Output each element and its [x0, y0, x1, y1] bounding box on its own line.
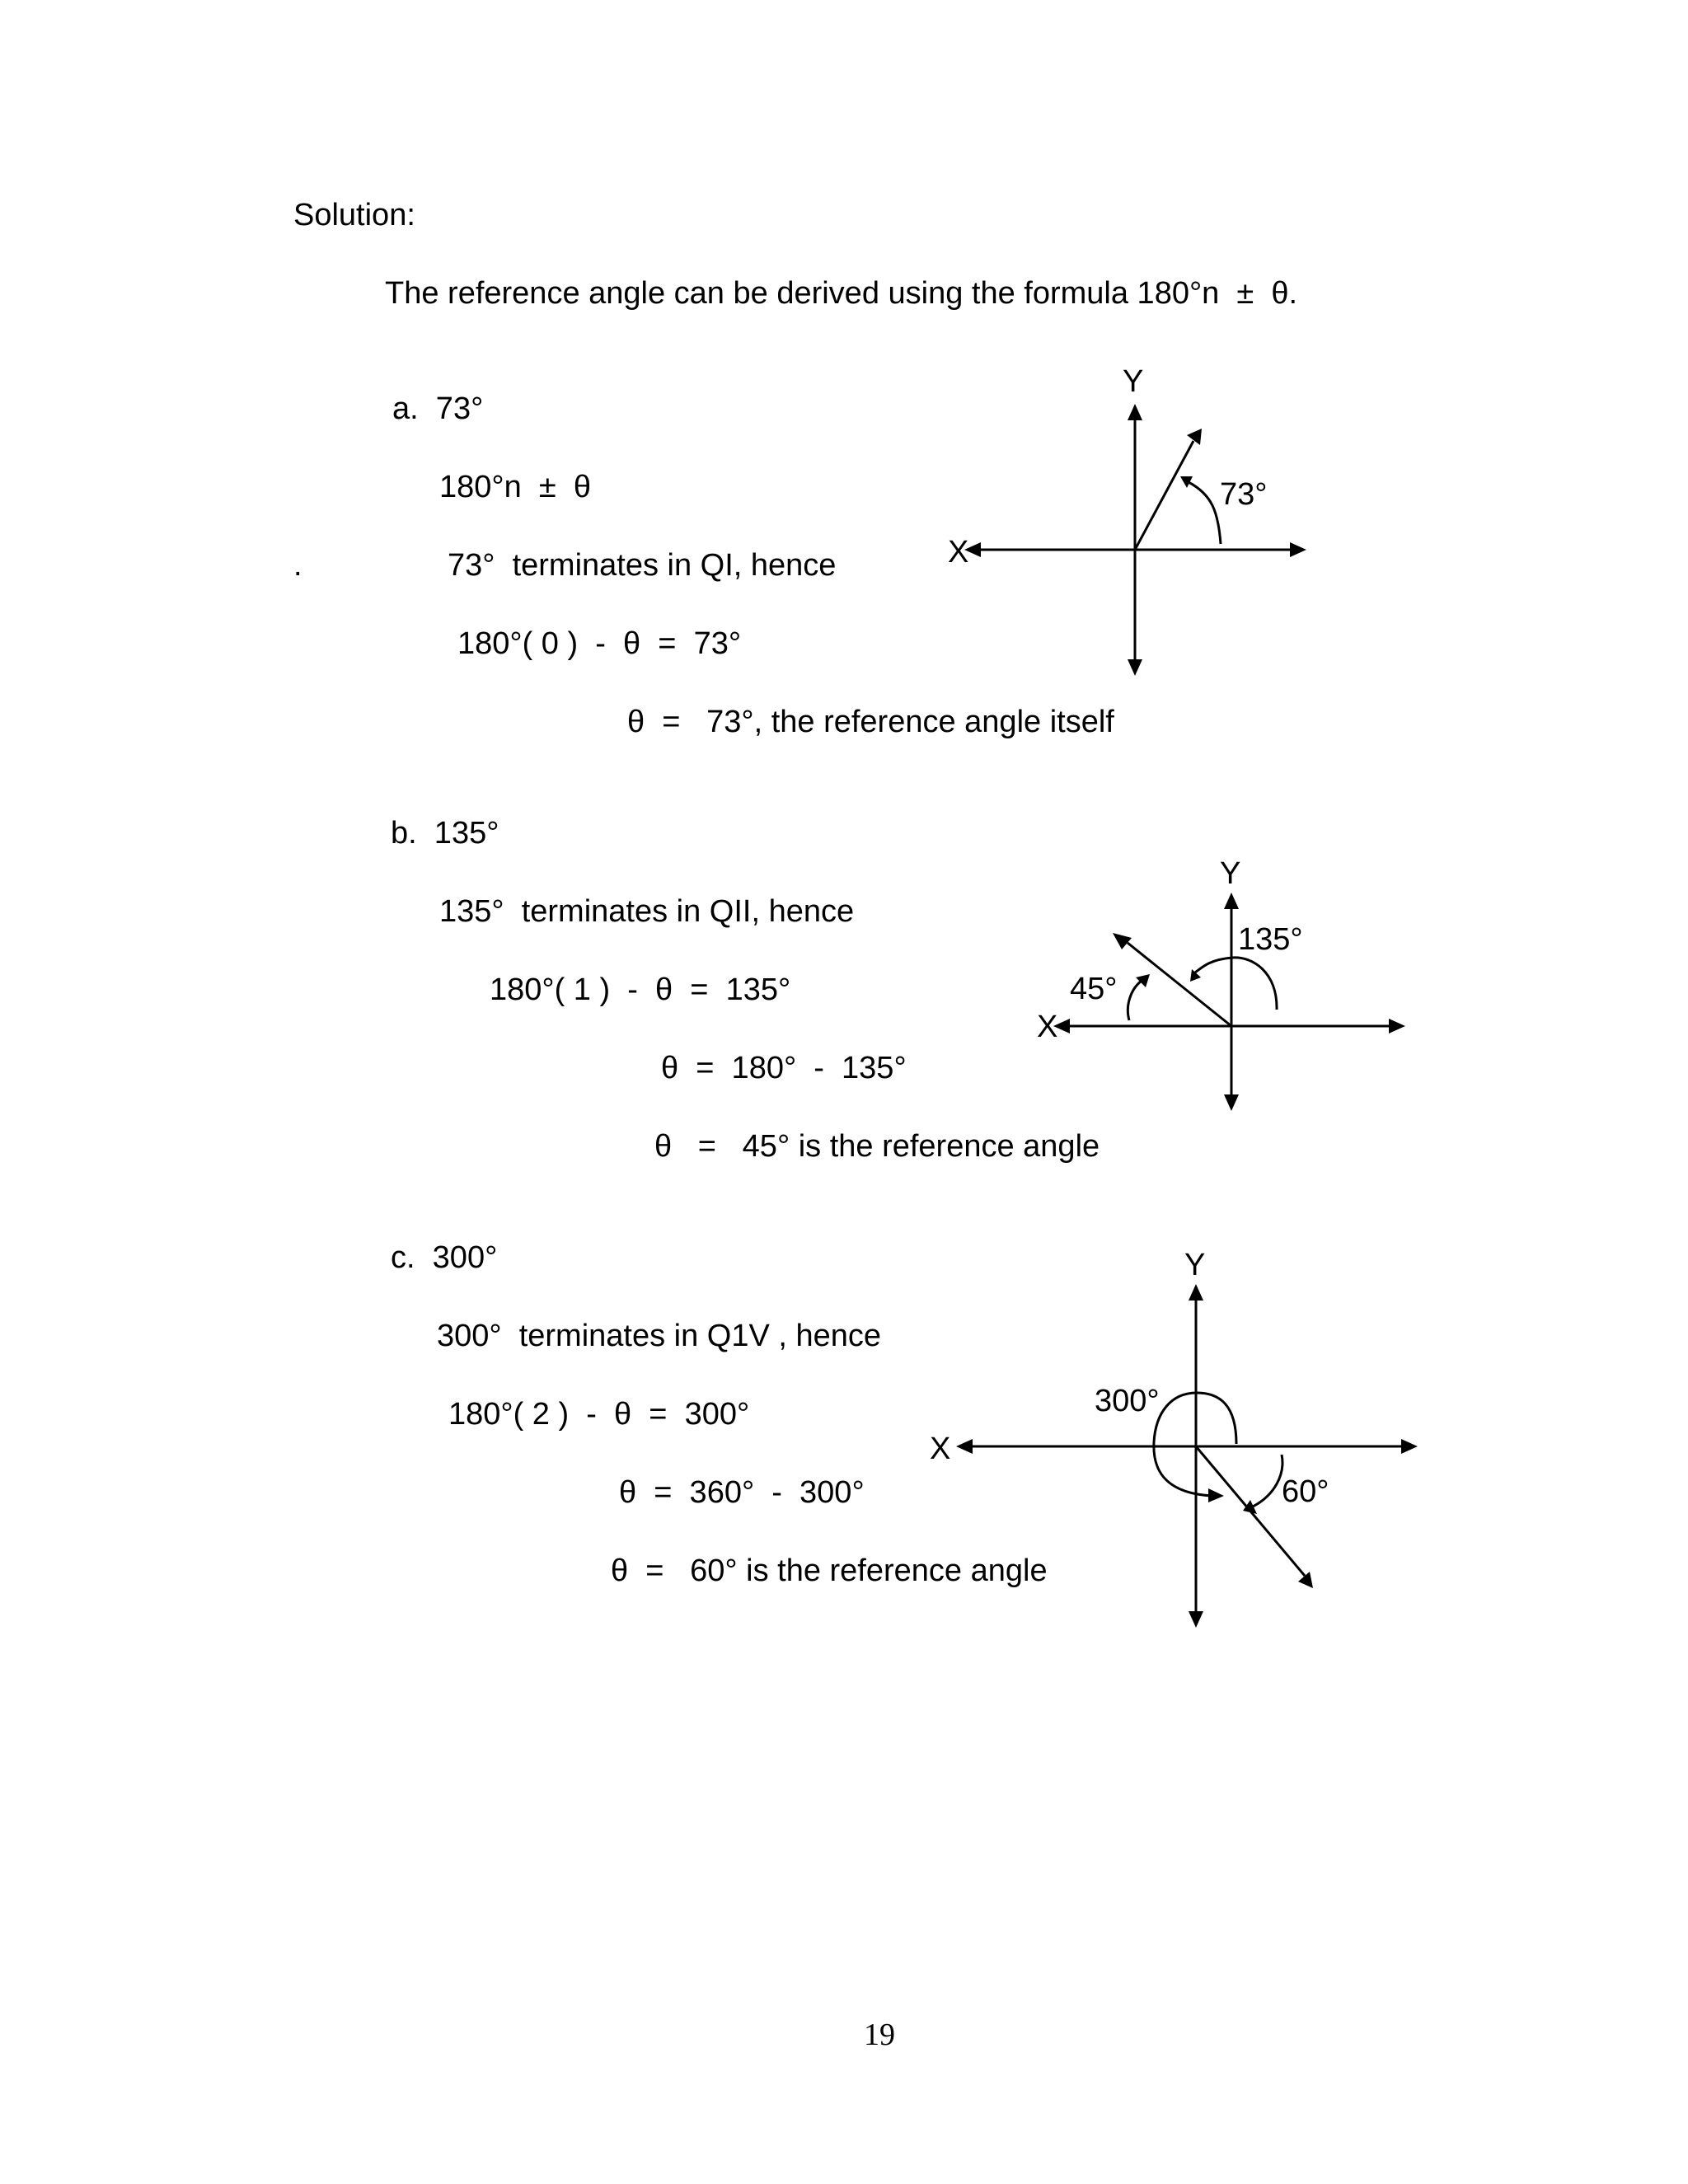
reference-arc-arrowhead [1243, 1500, 1257, 1514]
part-c-quadrant-line: 300° terminates in Q1V , hence [437, 1319, 882, 1353]
part-b-label: b. 135° [391, 816, 499, 851]
reference-angle-label: 60° [1282, 1474, 1329, 1509]
stray-dot: . [293, 548, 302, 583]
part-c-step: θ = 360° - 300° [619, 1475, 865, 1510]
part-a-formula: 180°n ± θ [439, 470, 591, 504]
reference-angle-label: 45° [1070, 972, 1118, 1006]
page-number: 19 [864, 2018, 895, 2052]
x-axis-right-arrow [1401, 1439, 1418, 1454]
x-axis-label: X [948, 535, 969, 569]
part-a-quadrant-line: 73° terminates in QI, hence [448, 548, 837, 583]
y-axis-label: Y [1220, 856, 1241, 891]
part-a-result: θ = 73°, the reference angle itself [627, 705, 1114, 739]
part-c-equation: 180°( 2 ) - θ = 300° [448, 1397, 750, 1432]
part-b-equation: 180°( 1 ) - θ = 135° [490, 972, 791, 1007]
y-axis-label: Y [1123, 364, 1144, 399]
intro-formula-text: The reference angle can be derived using the formula 180°n ± θ. [385, 276, 1298, 311]
angle-label: 135° [1238, 922, 1303, 957]
angle-label: 300° [1095, 1384, 1160, 1418]
part-b-quadrant-line: 135° terminates in QII, hence [439, 894, 855, 929]
y-axis-label: Y [1184, 1248, 1206, 1282]
part-a-equation: 180°( 0 ) - θ = 73° [457, 626, 742, 661]
part-a-label: a. 73° [392, 391, 484, 426]
part-c-result: θ = 60° is the reference angle [611, 1554, 1048, 1588]
x-axis-label: X [930, 1432, 951, 1466]
x-axis-left-arrow [956, 1439, 973, 1454]
part-b-result: θ = 45° is the reference angle [654, 1129, 1100, 1164]
reference-arc [1253, 1455, 1282, 1507]
solution-heading: Solution: [293, 198, 415, 232]
part-b-step: θ = 180° - 135° [661, 1051, 907, 1085]
part-c-label: c. 300° [391, 1240, 498, 1275]
terminal-side-arrowhead [1298, 1572, 1313, 1588]
x-axis-label: X [1037, 1010, 1058, 1044]
angle-label: 73° [1220, 477, 1268, 512]
y-axis-up-arrow [1189, 1284, 1203, 1301]
y-axis-down-arrow [1189, 1611, 1203, 1628]
angle-arc-arrowhead [1208, 1488, 1224, 1502]
